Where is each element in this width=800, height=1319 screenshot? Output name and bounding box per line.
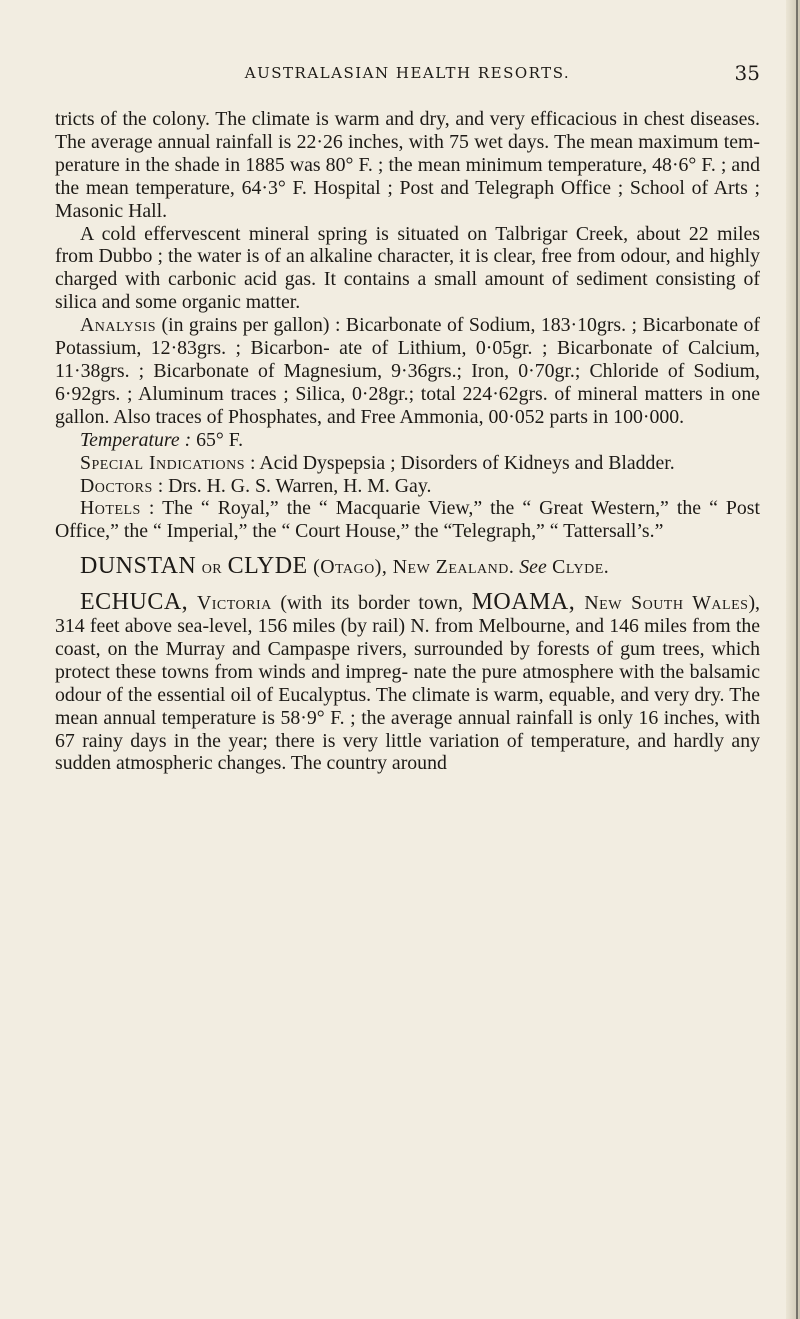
paragraph-doctors xyxy=(55,475,760,498)
entry-echuca xyxy=(55,591,760,775)
text-or: or xyxy=(196,556,228,579)
paragraph-temperature xyxy=(55,429,760,452)
label-doctors: Doctors xyxy=(80,474,153,497)
text-p6: : Drs. H. G. S. Warren, H. M. Gay. xyxy=(152,474,432,497)
label-analysis: Analysis xyxy=(80,314,157,337)
text-p7: : The “ Royal,” the “ Macquarie View,” the “ Great Western,” the “ Post Office,” the “ Imperial,” the “ Court House,” the “Telegraph,” “ Tattersall’s.” xyxy=(55,497,760,543)
text-p9b: ), 314 feet above sea-level, 156 miles (by rail) N. from Melbourne, and 146 miles from the coast, on the Murray and Campaspe rivers, surrounded by forests of gum trees, which protect these towns from winds and impreg- nate the pure atmosphere with the balsamic odour of the essential oil of Eucalyptus. The climate is warm, equable, and very dry. The mean annual temperature is 58·9° F. ; the average annual rainfall is only 16 inches, with 67 rainy days in the year; there is very little variation of temperature, and hardly any sudden atmospheric changes. The country around xyxy=(55,592,760,775)
heading-echuca: ECHUCA, xyxy=(80,589,189,616)
text-cross-ref: Clyde. xyxy=(546,556,610,579)
text-p1: tricts of the colony. The climate is warm and dry, and very efficacious in chest diseases. The average annual rainfall is 22·26 inches, with 75 wet days. The mean maximum tem- perature in the shade in 1885 was 80° F. ; the mean minimum temperature, 48·6° F. ; and the mean temperature, 64·3° F. Hospital ; Post and Telegraph Office ; School of Arts ; Masonic Hall. xyxy=(55,108,760,222)
page-edge-line xyxy=(796,0,798,1319)
text-state-victoria: Victoria xyxy=(188,592,272,615)
label-temperature: Temperature : xyxy=(80,428,192,451)
text-state-nsw: New South Wales xyxy=(575,592,749,615)
running-head: AUSTRALASIAN HEALTH RESORTS. xyxy=(244,64,571,82)
page-header xyxy=(55,62,760,86)
text-p3: (in grains per gallon) : Bicarbonate of Sodium, 183·10grs. ; Bicarbonate of Potassium, 12·83grs. ; Bicarbon- ate of Lithium, 0·05gr. ; Bicarbonate of Calcium, 11·38grs. ; Bicarbonate of Magnesium, 9·36grs.; Iron, 0·70gr.; Chloride of Sodium, 6·92grs. ; Aluminum traces ; Silica, 0·28gr.; total 224·62grs. of mineral matters in one gallon. Also traces of Phosphates, and Free Ammonia, 00·052 parts in 100·000. xyxy=(55,314,760,428)
heading-dunstan: DUNSTAN xyxy=(80,553,197,580)
heading-moama: MOAMA, xyxy=(471,589,576,616)
text-p2: A cold effervescent mineral spring is situated on Talbrigar Creek, about 22 miles from Dubbo ; the water is of an alkaline character, it is clear, free from odour, and highly charged with carbonic acid gas. It contains a small amount of sediment consisting of silica and some organic matter. xyxy=(55,222,760,314)
heading-clyde: CLYDE xyxy=(227,553,308,580)
label-hotels: Hotels xyxy=(80,497,141,520)
text-region: (Otago), New Zealand. xyxy=(307,556,515,579)
paragraph-mineral-spring xyxy=(55,223,760,315)
label-special-indications: Special Indications xyxy=(80,451,246,474)
text-p4: 65° F. xyxy=(191,428,244,451)
paragraph-dubbo-climate xyxy=(55,108,760,223)
text-see: See xyxy=(519,556,547,579)
page-number: 35 xyxy=(734,61,760,85)
paragraph-special-indications xyxy=(55,452,760,475)
paragraph-hotels xyxy=(55,497,760,543)
text-p5: : Acid Dyspepsia ; Disorders of Kidneys and Bladder. xyxy=(245,451,675,474)
entry-dunstan xyxy=(55,555,760,579)
text-p9a: (with its border town, xyxy=(271,592,472,615)
page-body xyxy=(55,108,760,775)
paragraph-analysis xyxy=(55,314,760,429)
